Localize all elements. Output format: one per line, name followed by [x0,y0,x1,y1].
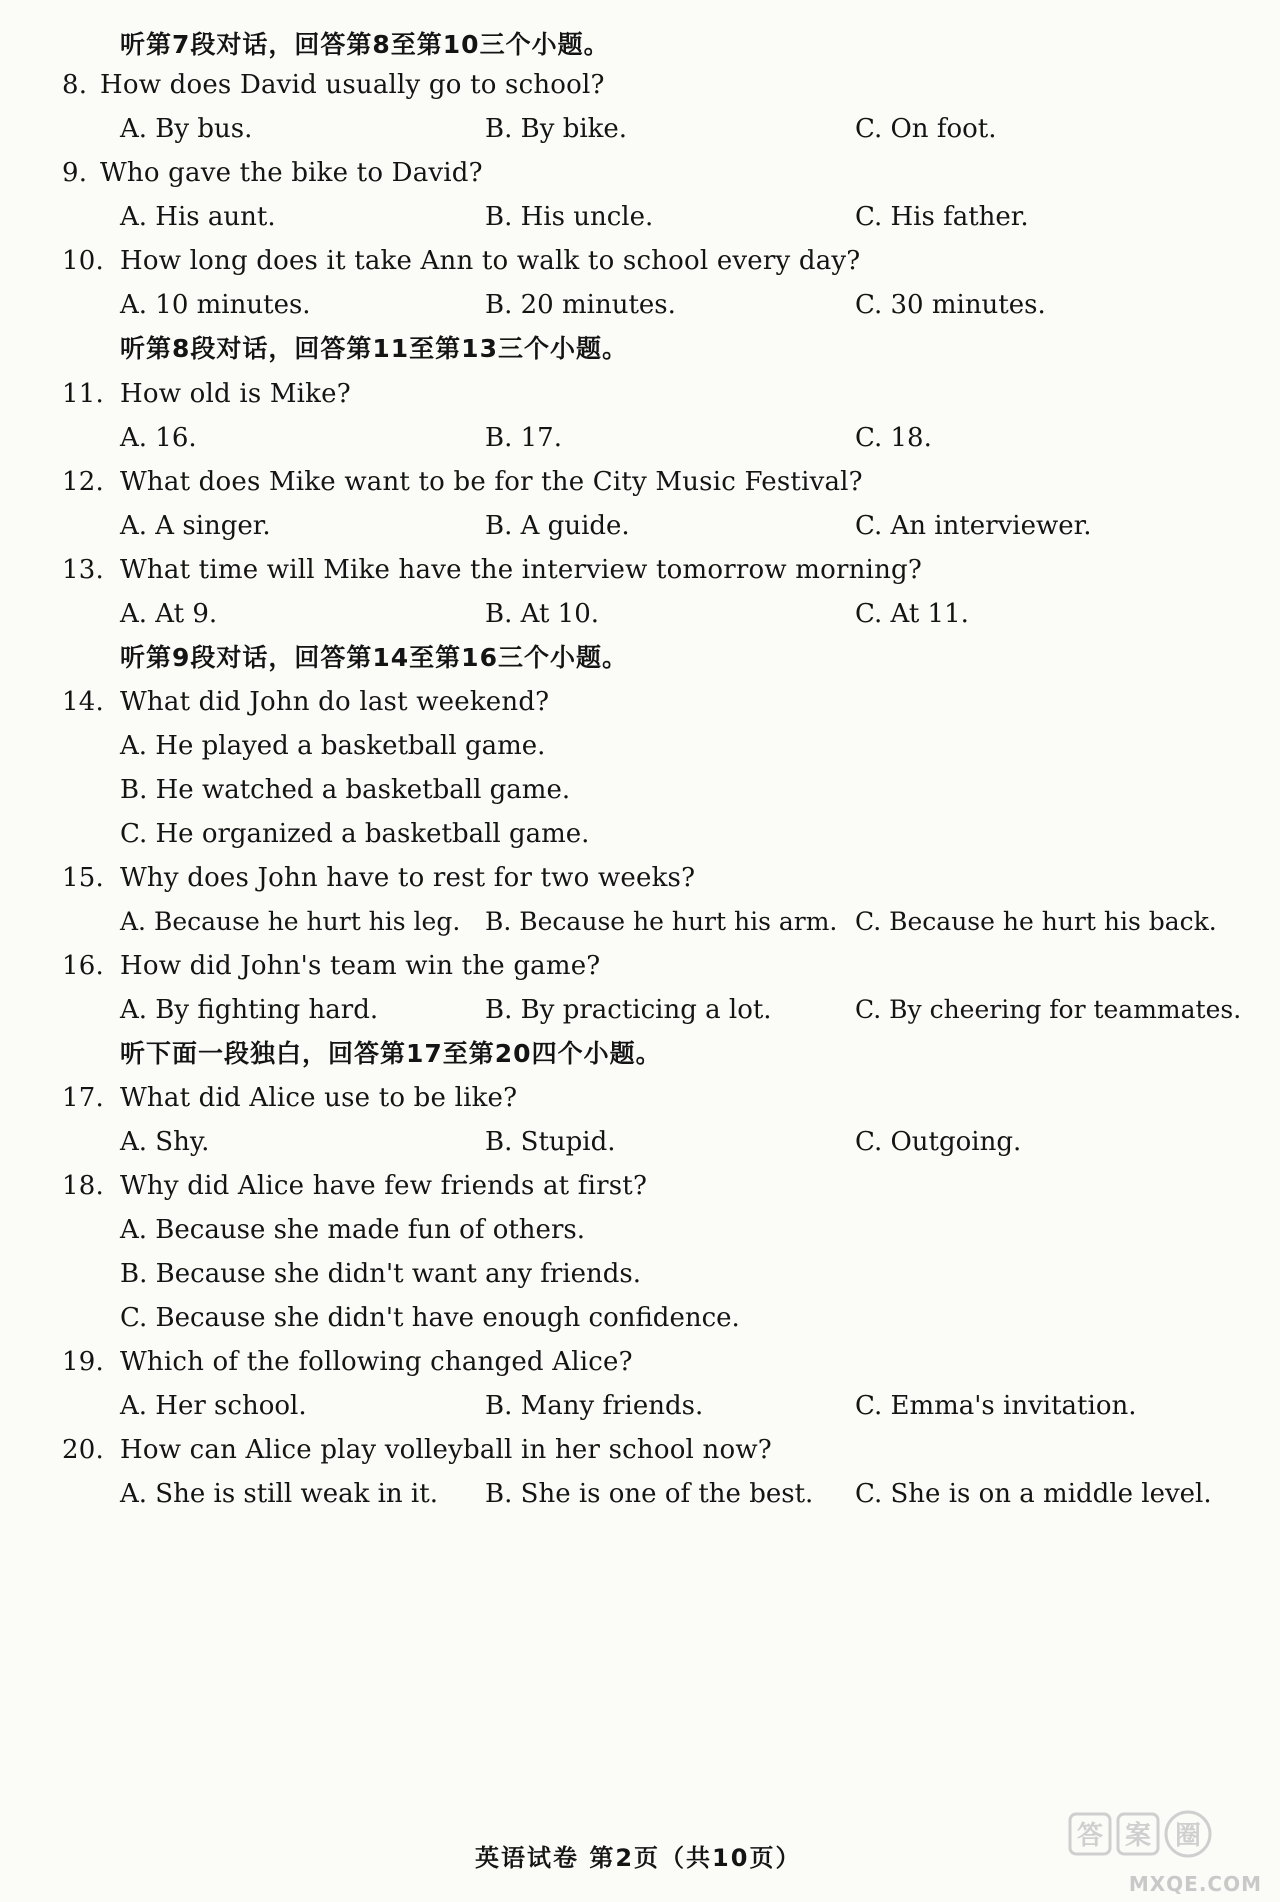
option-8a: A. By bus. [120,114,253,144]
section-heading-9: 听第9段对话，回答第14至第16三个小题。 [120,643,628,672]
option-17a: A. Shy. [120,1127,210,1157]
question-number: 15. [62,863,104,893]
question-text: What did Alice use to be like? [120,1083,518,1113]
question-text: What time will Mike have the interview tomorrow morning? [120,555,922,585]
option-8b: B. By bike. [485,114,628,144]
question-text: How long does it take Ann to walk to school every day? [120,246,861,276]
option-11c: C. 18. [855,423,932,453]
page-footer: 英语试卷 第2页（共10页） [475,1844,802,1872]
question-9 [62,156,483,190]
svg-text:案: 案 [1124,1821,1152,1851]
option-19c: C. Emma's invitation. [855,1391,1137,1421]
question-12 [62,465,863,499]
option-16b: B. By practicing a lot. [485,995,772,1025]
question-number: 17. [62,1083,104,1113]
option-17b: B. Stupid. [485,1127,616,1157]
watermark-url: MXQE.COM [1128,1872,1262,1896]
option-9c: C. His father. [855,202,1029,232]
question-number: 16. [62,951,104,981]
question-number: 14. [62,687,104,717]
section-heading-7: 听第7段对话，回答第8至第10三个小题。 [120,30,610,59]
question-8 [62,68,605,102]
site-watermark [1062,1806,1262,1896]
question-11 [62,377,351,411]
question-20 [62,1433,772,1467]
question-text: Who gave the bike to David? [100,158,483,188]
option-20c: C. She is on a middle level. [855,1479,1212,1509]
question-number: 18. [62,1171,104,1201]
option-20a: A. She is still weak in it. [120,1479,438,1509]
question-number: 10. [62,246,104,276]
option-17c: C. Outgoing. [855,1127,1022,1157]
option-19b: B. Many friends. [485,1391,704,1421]
option-12a: A. A singer. [120,511,271,541]
option-18b: B. Because she didn't want any friends. [120,1259,642,1289]
section-heading-8: 听第8段对话，回答第11至第13三个小题。 [120,334,628,363]
question-15 [62,861,695,895]
option-15c: C. Because he hurt his back. [855,907,1217,936]
question-13 [62,553,922,587]
option-14a: A. He played a basketball game. [120,731,546,761]
question-number: 9. [62,158,88,188]
question-text: How can Alice play volleyball in her school now? [120,1435,772,1465]
option-9a: A. His aunt. [120,202,276,232]
option-15b: B. Because he hurt his arm. [485,907,838,936]
option-10b: B. 20 minutes. [485,290,676,320]
option-20b: B. She is one of the best. [485,1479,814,1509]
question-number: 11. [62,379,104,409]
option-13c: C. At 11. [855,599,969,629]
question-text: Why did Alice have few friends at first? [120,1171,648,1201]
option-15a: A. Because he hurt his leg. [120,907,461,936]
question-19 [62,1345,633,1379]
option-13b: B. At 10. [485,599,600,629]
option-8c: C. On foot. [855,114,997,144]
option-18a: A. Because she made fun of others. [120,1215,585,1245]
section-heading-10: 听下面一段独白，回答第17至第20四个小题。 [120,1039,662,1068]
option-16c: C. By cheering for teammates. [855,995,1242,1024]
question-10 [62,244,860,278]
question-number: 19. [62,1347,104,1377]
option-14b: B. He watched a basketball game. [120,775,571,805]
question-number: 8. [62,70,88,100]
option-12c: C. An interviewer. [855,511,1092,541]
question-text: Why does John have to rest for two weeks? [120,863,696,893]
question-14 [62,685,549,719]
question-16 [62,949,600,983]
option-18c: C. Because she didn't have enough confidence. [120,1303,740,1333]
question-number: 13. [62,555,104,585]
question-text: How does David usually go to school? [100,70,605,100]
question-text: Which of the following changed Alice? [120,1347,633,1377]
question-number: 20. [62,1435,104,1465]
question-number: 12. [62,467,104,497]
option-11a: A. 16. [120,423,197,453]
question-text: How old is Mike? [120,379,351,409]
option-10a: A. 10 minutes. [120,290,311,320]
question-18 [62,1169,647,1203]
option-11b: B. 17. [485,423,562,453]
question-text: How did John's team win the game? [120,951,601,981]
option-19a: A. Her school. [120,1391,307,1421]
option-9b: B. His uncle. [485,202,654,232]
watermark-logo-icon [1066,1806,1256,1866]
option-10c: C. 30 minutes. [855,290,1046,320]
option-14c: C. He organized a basketball game. [120,819,590,849]
option-13a: A. At 9. [120,599,218,629]
question-text: What did John do last weekend? [120,687,550,717]
option-12b: B. A guide. [485,511,630,541]
svg-text:圈: 圈 [1174,1821,1202,1851]
option-16a: A. By fighting hard. [120,995,379,1025]
svg-text:答: 答 [1076,1821,1104,1851]
question-17 [62,1081,517,1115]
question-text: What does Mike want to be for the City Music Festival? [120,467,863,497]
